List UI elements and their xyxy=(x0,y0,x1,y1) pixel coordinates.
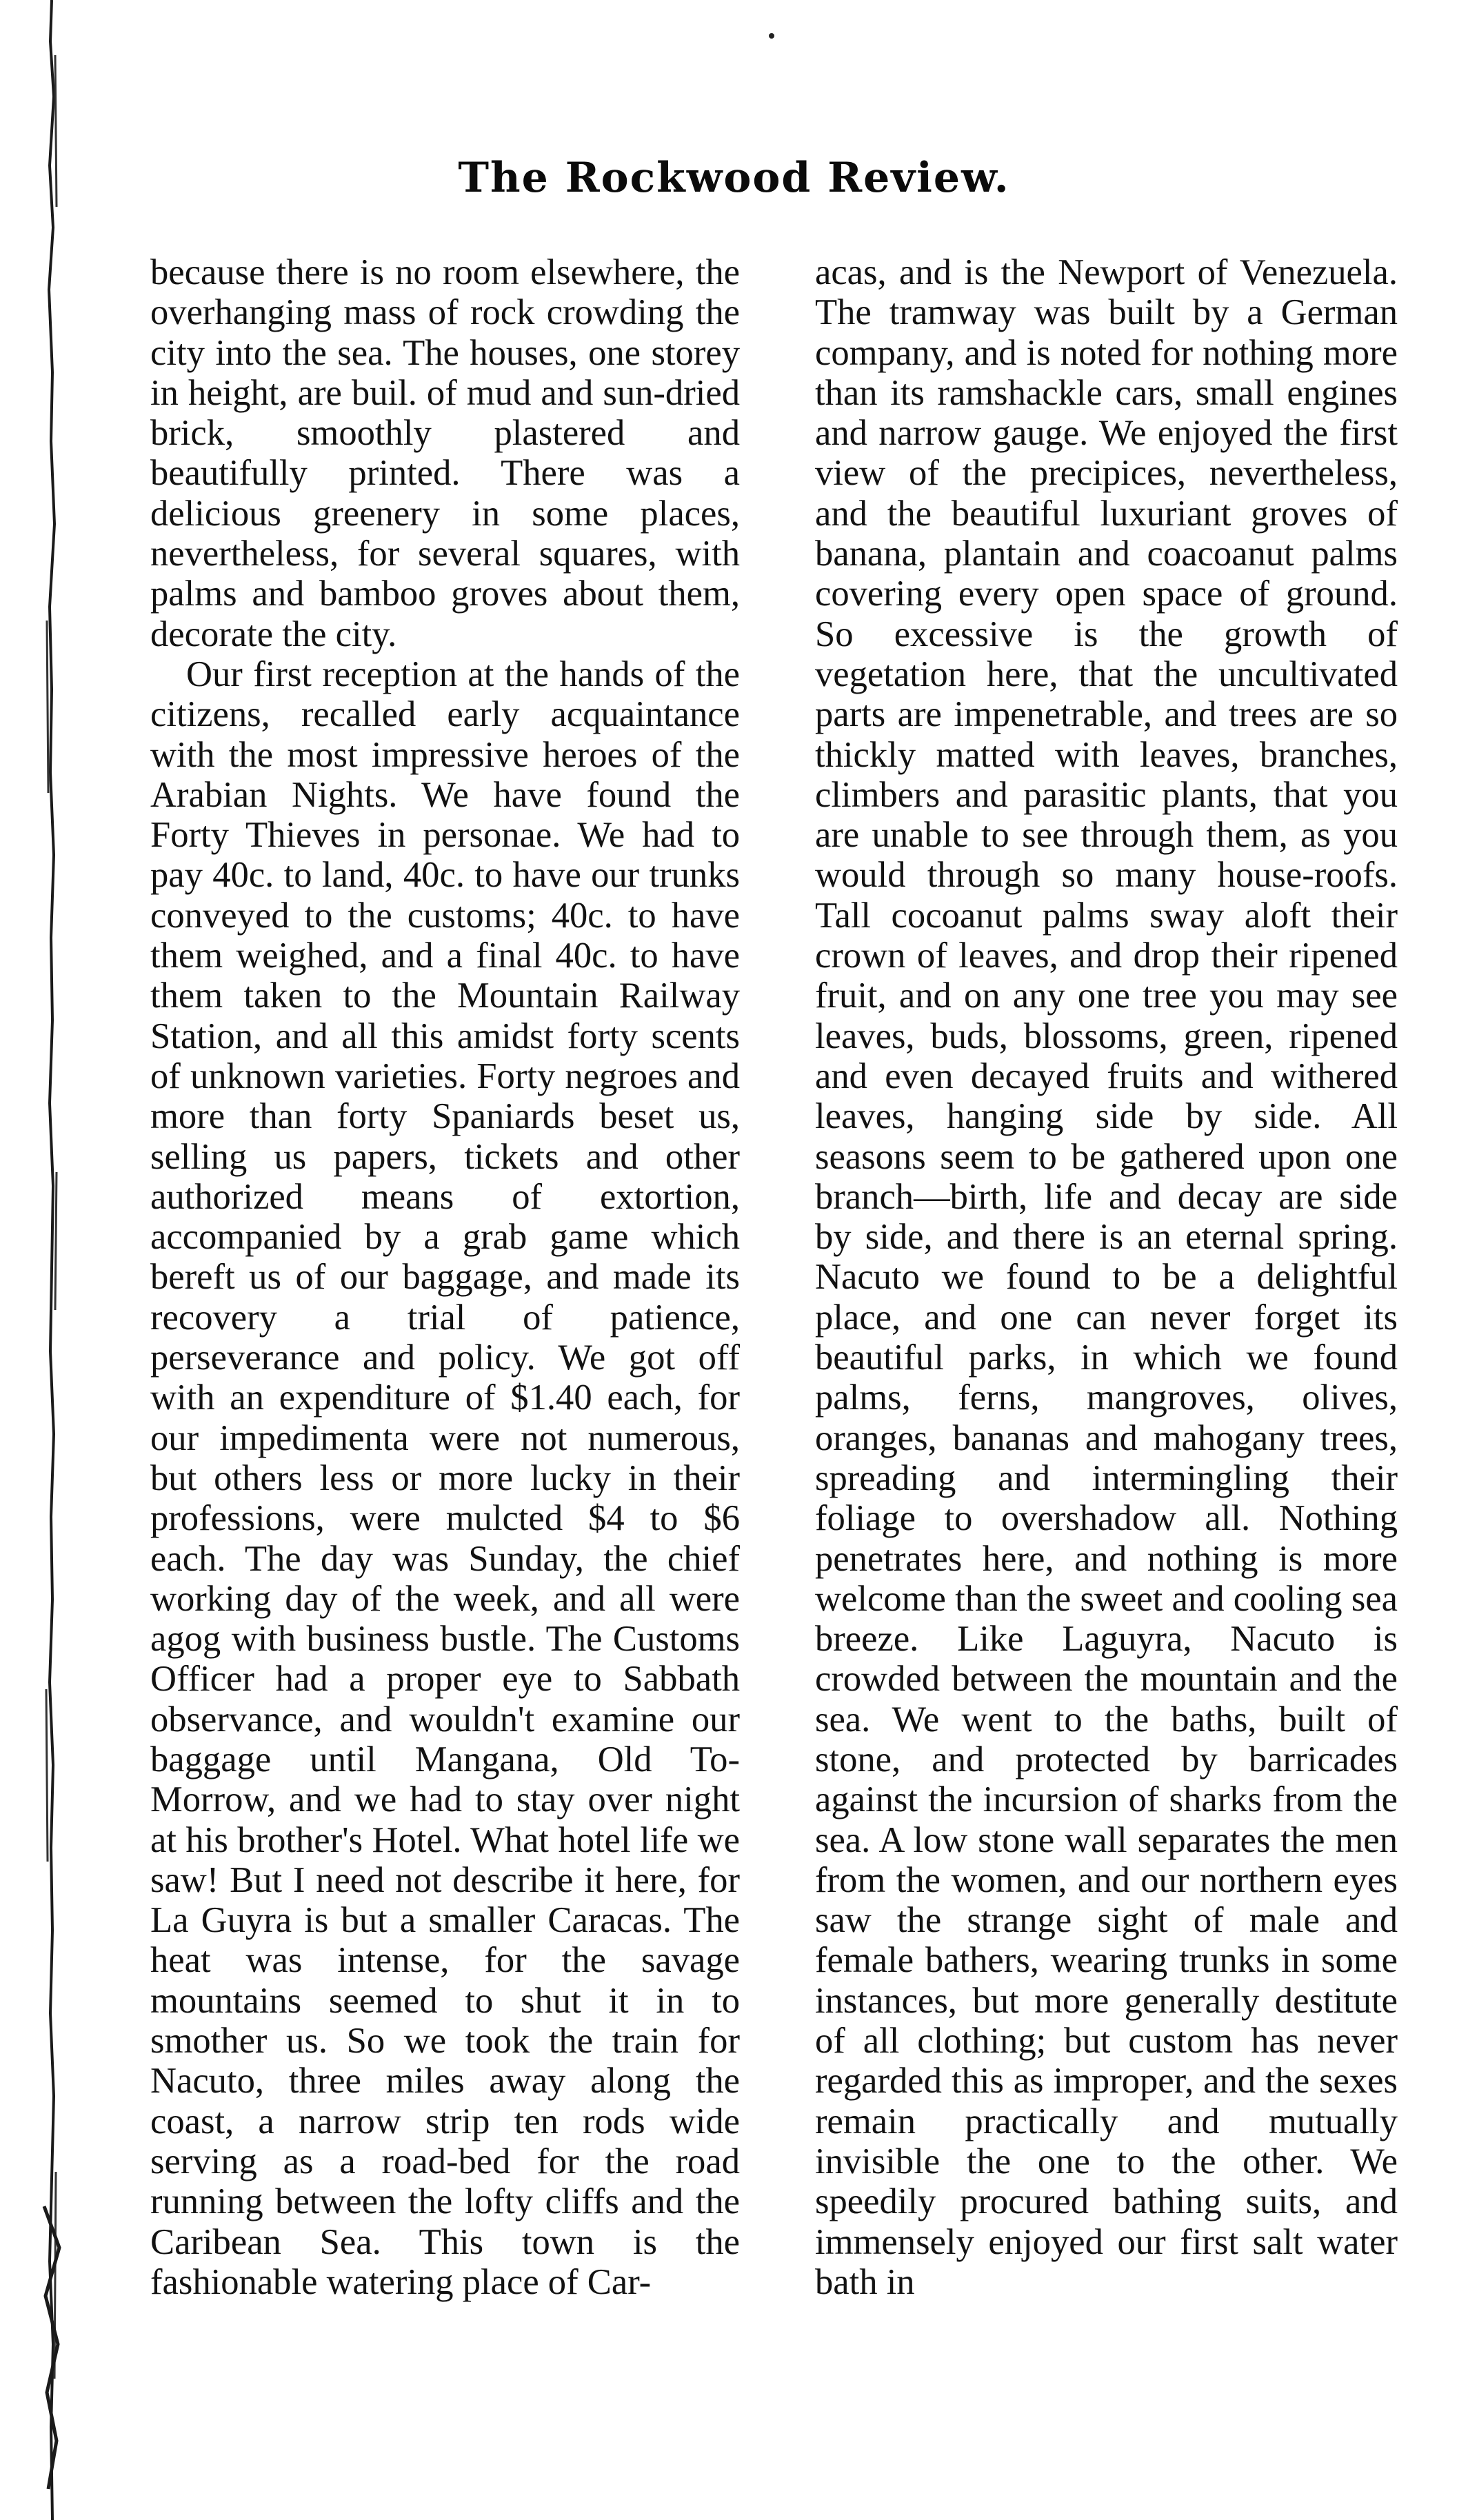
binding-edge-mark xyxy=(40,0,63,2520)
paragraph: acas, and is the Newport of Venezuela. The tramway was built by a German company, and is noted for nothing more than its ramshackle cars, small engines and narrow gauge. We enjoyed the first view of the precipices, nevertheless, and the beautiful luxuriant groves of banana, plantain and coacoanut palms covering every open space of ground. So excessive is the growth of vegetation here, that the uncultivated parts are impenetrable, and trees are so thickly matted with leaves, branches, climbers and parasitic plants, that you are unable to see through them, as you would through so many house-roofs. Tall cocoanut palms sway aloft their crown of leaves, and drop their ripened fruit, and on any one tree you may see leaves, buds, blossoms, green, ripened and even decayed fruits and withered leaves, hanging side by side. All seasons seem to be gathered upon one branch—birth, life and decay are side by side, and there is an eternal spring. Nacuto we found to be a delightful place, and one can never forget its beautiful parks, in which we found palms, ferns, mangroves, olives, oranges, bananas and mahogany trees, spreading and intermingling their foliage to overshadow all. Nothing penetrates here, and nothing is more welcome than the sweet and cooling sea breeze. Like Laguyra, Nacuto is crowded between the mountain and the sea. We went to the baths, built of stone, and protected by barricades against the incursion of sharks from the sea. A low stone wall separates the men from the women, and our northern eyes saw the strange sight of male and female bathers, wearing trunks in some instances, but more generally destitute of all clothing; but custom has never regarded this as improper, and the sexes remain practically and mutually invisible the one to the other. We speedily procured bathing suits, and immensely enjoyed our first salt water bath in xyxy=(815,252,1398,2302)
masthead-title: The Rockwood Review. xyxy=(458,154,1010,202)
text-column-left xyxy=(150,252,740,2302)
ink-speck xyxy=(769,33,774,39)
paragraph: because there is no room elsewhere, the overhanging mass of rock crowding the city into the sea. The houses, one storey in height, are buil. of mud and sun-dried brick, smoothly plastered and beautifully printed. There was a delicious greenery in some places, nevertheless, for several squares, with palms and bamboo groves about them, decorate the city. xyxy=(150,252,740,654)
paragraph: Our first reception at the hands of the citizens, recalled early acquaintance with the most impressive heroes of the Arabian Nights. We have found the Forty Thieves in personae. We had to pay 40c. to land, 40c. to have our trunks conveyed to the customs; 40c. to have them weighed, and a final 40c. to have them taken to the Mountain Railway Station, and all this amidst forty scents of unknown varieties. Forty negroes and more than forty Spaniards beset us, selling us papers, tickets and other authorized means of extortion, accompanied by a grab game which bereft us of our baggage, and made its recovery a trial of patience, perseverance and policy. We got off with an expenditure of $1.40 each, for our impedimenta were not numerous, but others less or more lucky in their professions, were mulcted $4 to $6 each. The day was Sunday, the chief working day of the week, and all were agog with business bustle. The Customs Officer had a proper eye to Sabbath observance, and wouldn't examine our baggage until Mangana, Old To-Morrow, and we had to stay over night at his brother's Hotel. What hotel life we saw! But I need not describe it here, for La Guyra is but a smaller Caracas. The heat was intense, for the savage mountains seemed to shut it in to smother us. So we took the train for Nacuto, three miles away along the coast, a narrow strip ten rods wide serving as a road-bed for the road running between the lofty cliffs and the Caribean Sea. This town is the fashionable watering place of Car- xyxy=(150,654,740,2302)
text-column-right xyxy=(815,252,1398,2302)
